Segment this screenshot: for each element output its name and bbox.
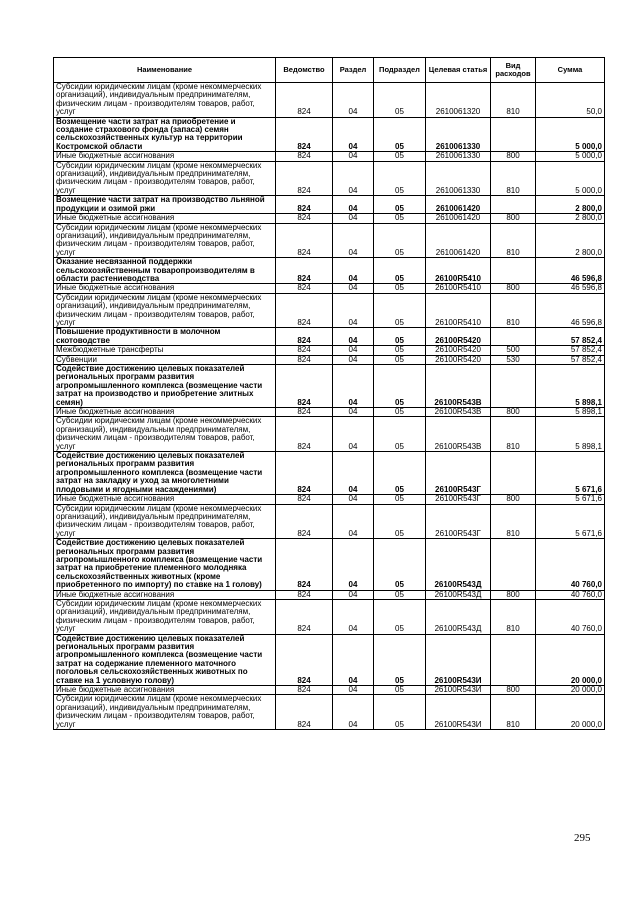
table-row bbox=[54, 599, 605, 634]
cell-subsection: 05 bbox=[374, 196, 426, 214]
cell-target-article: 26100R5420 bbox=[426, 355, 491, 364]
cell-expense-kind bbox=[491, 328, 536, 346]
cell-subsection: 05 bbox=[374, 539, 426, 590]
table-row bbox=[54, 495, 605, 504]
cell-section: 04 bbox=[333, 196, 374, 214]
cell-sum: 5 898,1 bbox=[536, 417, 605, 452]
cell-subsection: 05 bbox=[374, 495, 426, 504]
cell-target-article: 26100R543И bbox=[426, 634, 491, 685]
cell-target-article: 2610061420 bbox=[426, 214, 491, 223]
cell-sum: 50,0 bbox=[536, 83, 605, 118]
header-target-article: Целевая статья bbox=[426, 58, 491, 83]
table-row bbox=[54, 83, 605, 118]
cell-name: Субсидии юридическим лицам (кроме некоммерческих организаций), индивидуальным предпринимателям, физическим лицам - производителям товаров, работ, услуг bbox=[54, 223, 276, 258]
cell-section: 04 bbox=[333, 258, 374, 284]
cell-name: Межбюджетные трансферты bbox=[54, 346, 276, 355]
cell-name: Иные бюджетные ассигнования bbox=[54, 495, 276, 504]
cell-expense-kind: 810 bbox=[491, 83, 536, 118]
cell-section: 04 bbox=[333, 83, 374, 118]
cell-sum: 40 760,0 bbox=[536, 539, 605, 590]
cell-subsection: 05 bbox=[374, 83, 426, 118]
cell-subsection: 05 bbox=[374, 293, 426, 328]
cell-target-article: 2610061330 bbox=[426, 161, 491, 196]
cell-section: 04 bbox=[333, 161, 374, 196]
cell-target-article: 2610061330 bbox=[426, 117, 491, 152]
table-row bbox=[54, 293, 605, 328]
cell-department: 824 bbox=[276, 599, 333, 634]
cell-subsection: 05 bbox=[374, 599, 426, 634]
cell-subsection: 05 bbox=[374, 117, 426, 152]
cell-subsection: 05 bbox=[374, 590, 426, 599]
cell-name: Субсидии юридическим лицам (кроме некоммерческих организаций), индивидуальным предпринимателям, физическим лицам - производителям товаров, работ, услуг bbox=[54, 83, 276, 118]
cell-expense-kind bbox=[491, 117, 536, 152]
cell-name: Содействие достижению целевых показателей региональных программ развития агропромышленного комплекса (возмещение части затрат на закладку и уход за многолетними плодовыми и ягодными насаждениями) bbox=[54, 452, 276, 495]
cell-section: 04 bbox=[333, 355, 374, 364]
cell-section: 04 bbox=[333, 408, 374, 417]
cell-sum: 5 671,6 bbox=[536, 452, 605, 495]
table-row bbox=[54, 196, 605, 214]
cell-target-article: 26100R543И bbox=[426, 695, 491, 730]
cell-target-article: 2610061420 bbox=[426, 223, 491, 258]
cell-name: Субсидии юридическим лицам (кроме некоммерческих организаций), индивидуальным предпринимателям, физическим лицам - производителям товаров, работ, услуг bbox=[54, 417, 276, 452]
cell-name: Иные бюджетные ассигнования bbox=[54, 214, 276, 223]
cell-expense-kind: 530 bbox=[491, 355, 536, 364]
table-row bbox=[54, 539, 605, 590]
cell-department: 824 bbox=[276, 258, 333, 284]
cell-name: Возмещение части затрат на производство льняной продукции и озимой ржи bbox=[54, 196, 276, 214]
cell-department: 824 bbox=[276, 417, 333, 452]
cell-department: 824 bbox=[276, 365, 333, 408]
table-header-row bbox=[54, 58, 605, 83]
cell-section: 04 bbox=[333, 284, 374, 293]
cell-section: 04 bbox=[333, 214, 374, 223]
cell-expense-kind bbox=[491, 452, 536, 495]
cell-sum: 40 760,0 bbox=[536, 599, 605, 634]
table-row bbox=[54, 346, 605, 355]
cell-section: 04 bbox=[333, 599, 374, 634]
cell-section: 04 bbox=[333, 328, 374, 346]
cell-target-article: 26100R543Д bbox=[426, 539, 491, 590]
cell-subsection: 05 bbox=[374, 452, 426, 495]
cell-expense-kind: 800 bbox=[491, 686, 536, 695]
cell-target-article: 26100R5420 bbox=[426, 328, 491, 346]
budget-table bbox=[53, 57, 605, 730]
cell-department: 824 bbox=[276, 328, 333, 346]
cell-name: Субсидии юридическим лицам (кроме некоммерческих организаций), индивидуальным предпринимателям, физическим лицам - производителям товаров, работ, услуг bbox=[54, 504, 276, 539]
cell-department: 824 bbox=[276, 196, 333, 214]
cell-expense-kind: 800 bbox=[491, 408, 536, 417]
table-row bbox=[54, 634, 605, 685]
cell-name: Субсидии юридическим лицам (кроме некоммерческих организаций), индивидуальным предпринимателям, физическим лицам - производителям товаров, работ, услуг bbox=[54, 695, 276, 730]
cell-subsection: 05 bbox=[374, 365, 426, 408]
cell-name: Субсидии юридическим лицам (кроме некоммерческих организаций), индивидуальным предпринимателям, физическим лицам - производителям товаров, работ, услуг bbox=[54, 599, 276, 634]
cell-target-article: 26100R5410 bbox=[426, 293, 491, 328]
cell-subsection: 05 bbox=[374, 328, 426, 346]
cell-subsection: 05 bbox=[374, 695, 426, 730]
cell-name: Иные бюджетные ассигнования bbox=[54, 284, 276, 293]
cell-expense-kind: 800 bbox=[491, 214, 536, 223]
cell-sum: 2 800,0 bbox=[536, 214, 605, 223]
cell-section: 04 bbox=[333, 695, 374, 730]
cell-target-article: 26100R543В bbox=[426, 365, 491, 408]
table-row bbox=[54, 214, 605, 223]
cell-subsection: 05 bbox=[374, 214, 426, 223]
cell-target-article: 2610061420 bbox=[426, 196, 491, 214]
cell-target-article: 26100R5420 bbox=[426, 346, 491, 355]
cell-target-article: 26100R543Г bbox=[426, 452, 491, 495]
cell-name: Иные бюджетные ассигнования bbox=[54, 590, 276, 599]
cell-name: Оказание несвязанной поддержки сельскохозяйственным товаропроизводителям в области растениеводства bbox=[54, 258, 276, 284]
cell-department: 824 bbox=[276, 495, 333, 504]
cell-department: 824 bbox=[276, 152, 333, 161]
cell-expense-kind bbox=[491, 539, 536, 590]
cell-sum: 2 800,0 bbox=[536, 223, 605, 258]
cell-expense-kind: 500 bbox=[491, 346, 536, 355]
cell-sum: 5 000,0 bbox=[536, 117, 605, 152]
cell-target-article: 26100R543В bbox=[426, 417, 491, 452]
cell-name: Возмещение части затрат на приобретение и создание страхового фонда (запаса) семян сельскохозяйственных культур на территории Костромской области bbox=[54, 117, 276, 152]
cell-name: Содействие достижению целевых показателей региональных программ развития агропромышленного комплекса (возмещение части затрат на производство и приобретение элитных семян) bbox=[54, 365, 276, 408]
cell-target-article: 26100R5410 bbox=[426, 284, 491, 293]
cell-expense-kind bbox=[491, 365, 536, 408]
cell-sum: 5 000,0 bbox=[536, 161, 605, 196]
cell-section: 04 bbox=[333, 223, 374, 258]
cell-department: 824 bbox=[276, 117, 333, 152]
cell-target-article: 2610061320 bbox=[426, 83, 491, 118]
header-subsection: Подраздел bbox=[374, 58, 426, 83]
cell-sum: 57 852,4 bbox=[536, 355, 605, 364]
cell-subsection: 05 bbox=[374, 504, 426, 539]
cell-section: 04 bbox=[333, 686, 374, 695]
cell-expense-kind: 810 bbox=[491, 161, 536, 196]
cell-section: 04 bbox=[333, 495, 374, 504]
cell-expense-kind: 800 bbox=[491, 152, 536, 161]
table-row bbox=[54, 417, 605, 452]
cell-department: 824 bbox=[276, 590, 333, 599]
cell-target-article: 26100R543В bbox=[426, 408, 491, 417]
cell-section: 04 bbox=[333, 346, 374, 355]
table-row bbox=[54, 695, 605, 730]
cell-section: 04 bbox=[333, 417, 374, 452]
cell-target-article: 26100R543Д bbox=[426, 599, 491, 634]
header-section: Раздел bbox=[333, 58, 374, 83]
cell-expense-kind: 800 bbox=[491, 590, 536, 599]
cell-sum: 5 898,1 bbox=[536, 408, 605, 417]
table-row bbox=[54, 328, 605, 346]
cell-expense-kind: 810 bbox=[491, 504, 536, 539]
cell-subsection: 05 bbox=[374, 258, 426, 284]
table-row bbox=[54, 365, 605, 408]
cell-subsection: 05 bbox=[374, 152, 426, 161]
cell-sum: 20 000,0 bbox=[536, 686, 605, 695]
cell-section: 04 bbox=[333, 539, 374, 590]
cell-target-article: 26100R543Г bbox=[426, 495, 491, 504]
page-number: 295 bbox=[574, 832, 591, 844]
cell-department: 824 bbox=[276, 408, 333, 417]
cell-department: 824 bbox=[276, 214, 333, 223]
cell-department: 824 bbox=[276, 634, 333, 685]
cell-expense-kind: 800 bbox=[491, 284, 536, 293]
cell-sum: 5 671,6 bbox=[536, 504, 605, 539]
table-row bbox=[54, 284, 605, 293]
table-row bbox=[54, 223, 605, 258]
cell-sum: 20 000,0 bbox=[536, 634, 605, 685]
cell-name: Иные бюджетные ассигнования bbox=[54, 686, 276, 695]
cell-sum: 57 852,4 bbox=[536, 346, 605, 355]
cell-subsection: 05 bbox=[374, 346, 426, 355]
cell-name: Субсидии юридическим лицам (кроме некоммерческих организаций), индивидуальным предпринимателям, физическим лицам - производителям товаров, работ, услуг bbox=[54, 161, 276, 196]
cell-department: 824 bbox=[276, 504, 333, 539]
cell-name: Иные бюджетные ассигнования bbox=[54, 408, 276, 417]
table-row bbox=[54, 117, 605, 152]
cell-expense-kind bbox=[491, 258, 536, 284]
cell-department: 824 bbox=[276, 223, 333, 258]
cell-section: 04 bbox=[333, 452, 374, 495]
header-sum: Сумма bbox=[536, 58, 605, 83]
table-row bbox=[54, 504, 605, 539]
cell-department: 824 bbox=[276, 452, 333, 495]
cell-sum: 5 898,1 bbox=[536, 365, 605, 408]
cell-department: 824 bbox=[276, 355, 333, 364]
header-department: Ведомство bbox=[276, 58, 333, 83]
cell-sum: 5 671,6 bbox=[536, 495, 605, 504]
cell-subsection: 05 bbox=[374, 686, 426, 695]
cell-name: Содействие достижению целевых показателей региональных программ развития агропромышленного комплекса (возмещение части затрат на содержание племенного маточного поголовья сельскохозяйственных животных по ставке на 1 условную голову) bbox=[54, 634, 276, 685]
cell-department: 824 bbox=[276, 161, 333, 196]
cell-section: 04 bbox=[333, 634, 374, 685]
cell-expense-kind: 810 bbox=[491, 599, 536, 634]
cell-subsection: 05 bbox=[374, 408, 426, 417]
cell-section: 04 bbox=[333, 590, 374, 599]
cell-sum: 2 800,0 bbox=[536, 196, 605, 214]
cell-target-article: 26100R543Г bbox=[426, 504, 491, 539]
table-row bbox=[54, 258, 605, 284]
cell-department: 824 bbox=[276, 83, 333, 118]
table-row bbox=[54, 152, 605, 161]
cell-expense-kind: 810 bbox=[491, 223, 536, 258]
cell-department: 824 bbox=[276, 695, 333, 730]
cell-subsection: 05 bbox=[374, 417, 426, 452]
table-row bbox=[54, 452, 605, 495]
cell-target-article: 26100R543И bbox=[426, 686, 491, 695]
cell-section: 04 bbox=[333, 152, 374, 161]
cell-name: Повышение продуктивности в молочном скотоводстве bbox=[54, 328, 276, 346]
cell-section: 04 bbox=[333, 504, 374, 539]
cell-name: Субвенции bbox=[54, 355, 276, 364]
cell-expense-kind bbox=[491, 634, 536, 685]
cell-department: 824 bbox=[276, 346, 333, 355]
header-expense-kind: Вид расходов bbox=[491, 58, 536, 83]
cell-subsection: 05 bbox=[374, 223, 426, 258]
cell-subsection: 05 bbox=[374, 355, 426, 364]
cell-section: 04 bbox=[333, 293, 374, 328]
cell-sum: 40 760,0 bbox=[536, 590, 605, 599]
cell-target-article: 26100R5410 bbox=[426, 258, 491, 284]
cell-sum: 46 596,8 bbox=[536, 293, 605, 328]
cell-subsection: 05 bbox=[374, 161, 426, 196]
cell-sum: 57 852,4 bbox=[536, 328, 605, 346]
cell-expense-kind: 800 bbox=[491, 495, 536, 504]
cell-sum: 5 000,0 bbox=[536, 152, 605, 161]
cell-department: 824 bbox=[276, 293, 333, 328]
cell-department: 824 bbox=[276, 686, 333, 695]
cell-section: 04 bbox=[333, 117, 374, 152]
cell-name: Содействие достижению целевых показателей региональных программ развития агропромышленного комплекса (возмещение части затрат на приобретение племенного молодняка сельскохозяйственных животных (кроме приобретенного по импорту) по ставке на 1 голову) bbox=[54, 539, 276, 590]
cell-expense-kind: 810 bbox=[491, 293, 536, 328]
cell-sum: 20 000,0 bbox=[536, 695, 605, 730]
cell-subsection: 05 bbox=[374, 284, 426, 293]
table-body bbox=[54, 83, 605, 730]
cell-sum: 46 596,8 bbox=[536, 284, 605, 293]
cell-department: 824 bbox=[276, 539, 333, 590]
cell-target-article: 26100R543Д bbox=[426, 590, 491, 599]
cell-subsection: 05 bbox=[374, 634, 426, 685]
cell-name: Иные бюджетные ассигнования bbox=[54, 152, 276, 161]
cell-target-article: 2610061330 bbox=[426, 152, 491, 161]
cell-name: Субсидии юридическим лицам (кроме некоммерческих организаций), индивидуальным предпринимателям, физическим лицам - производителям товаров, работ, услуг bbox=[54, 293, 276, 328]
table-row bbox=[54, 161, 605, 196]
cell-expense-kind: 810 bbox=[491, 695, 536, 730]
cell-department: 824 bbox=[276, 284, 333, 293]
cell-expense-kind bbox=[491, 196, 536, 214]
header-name: Наименование bbox=[54, 58, 276, 83]
cell-sum: 46 596,8 bbox=[536, 258, 605, 284]
cell-expense-kind: 810 bbox=[491, 417, 536, 452]
cell-section: 04 bbox=[333, 365, 374, 408]
